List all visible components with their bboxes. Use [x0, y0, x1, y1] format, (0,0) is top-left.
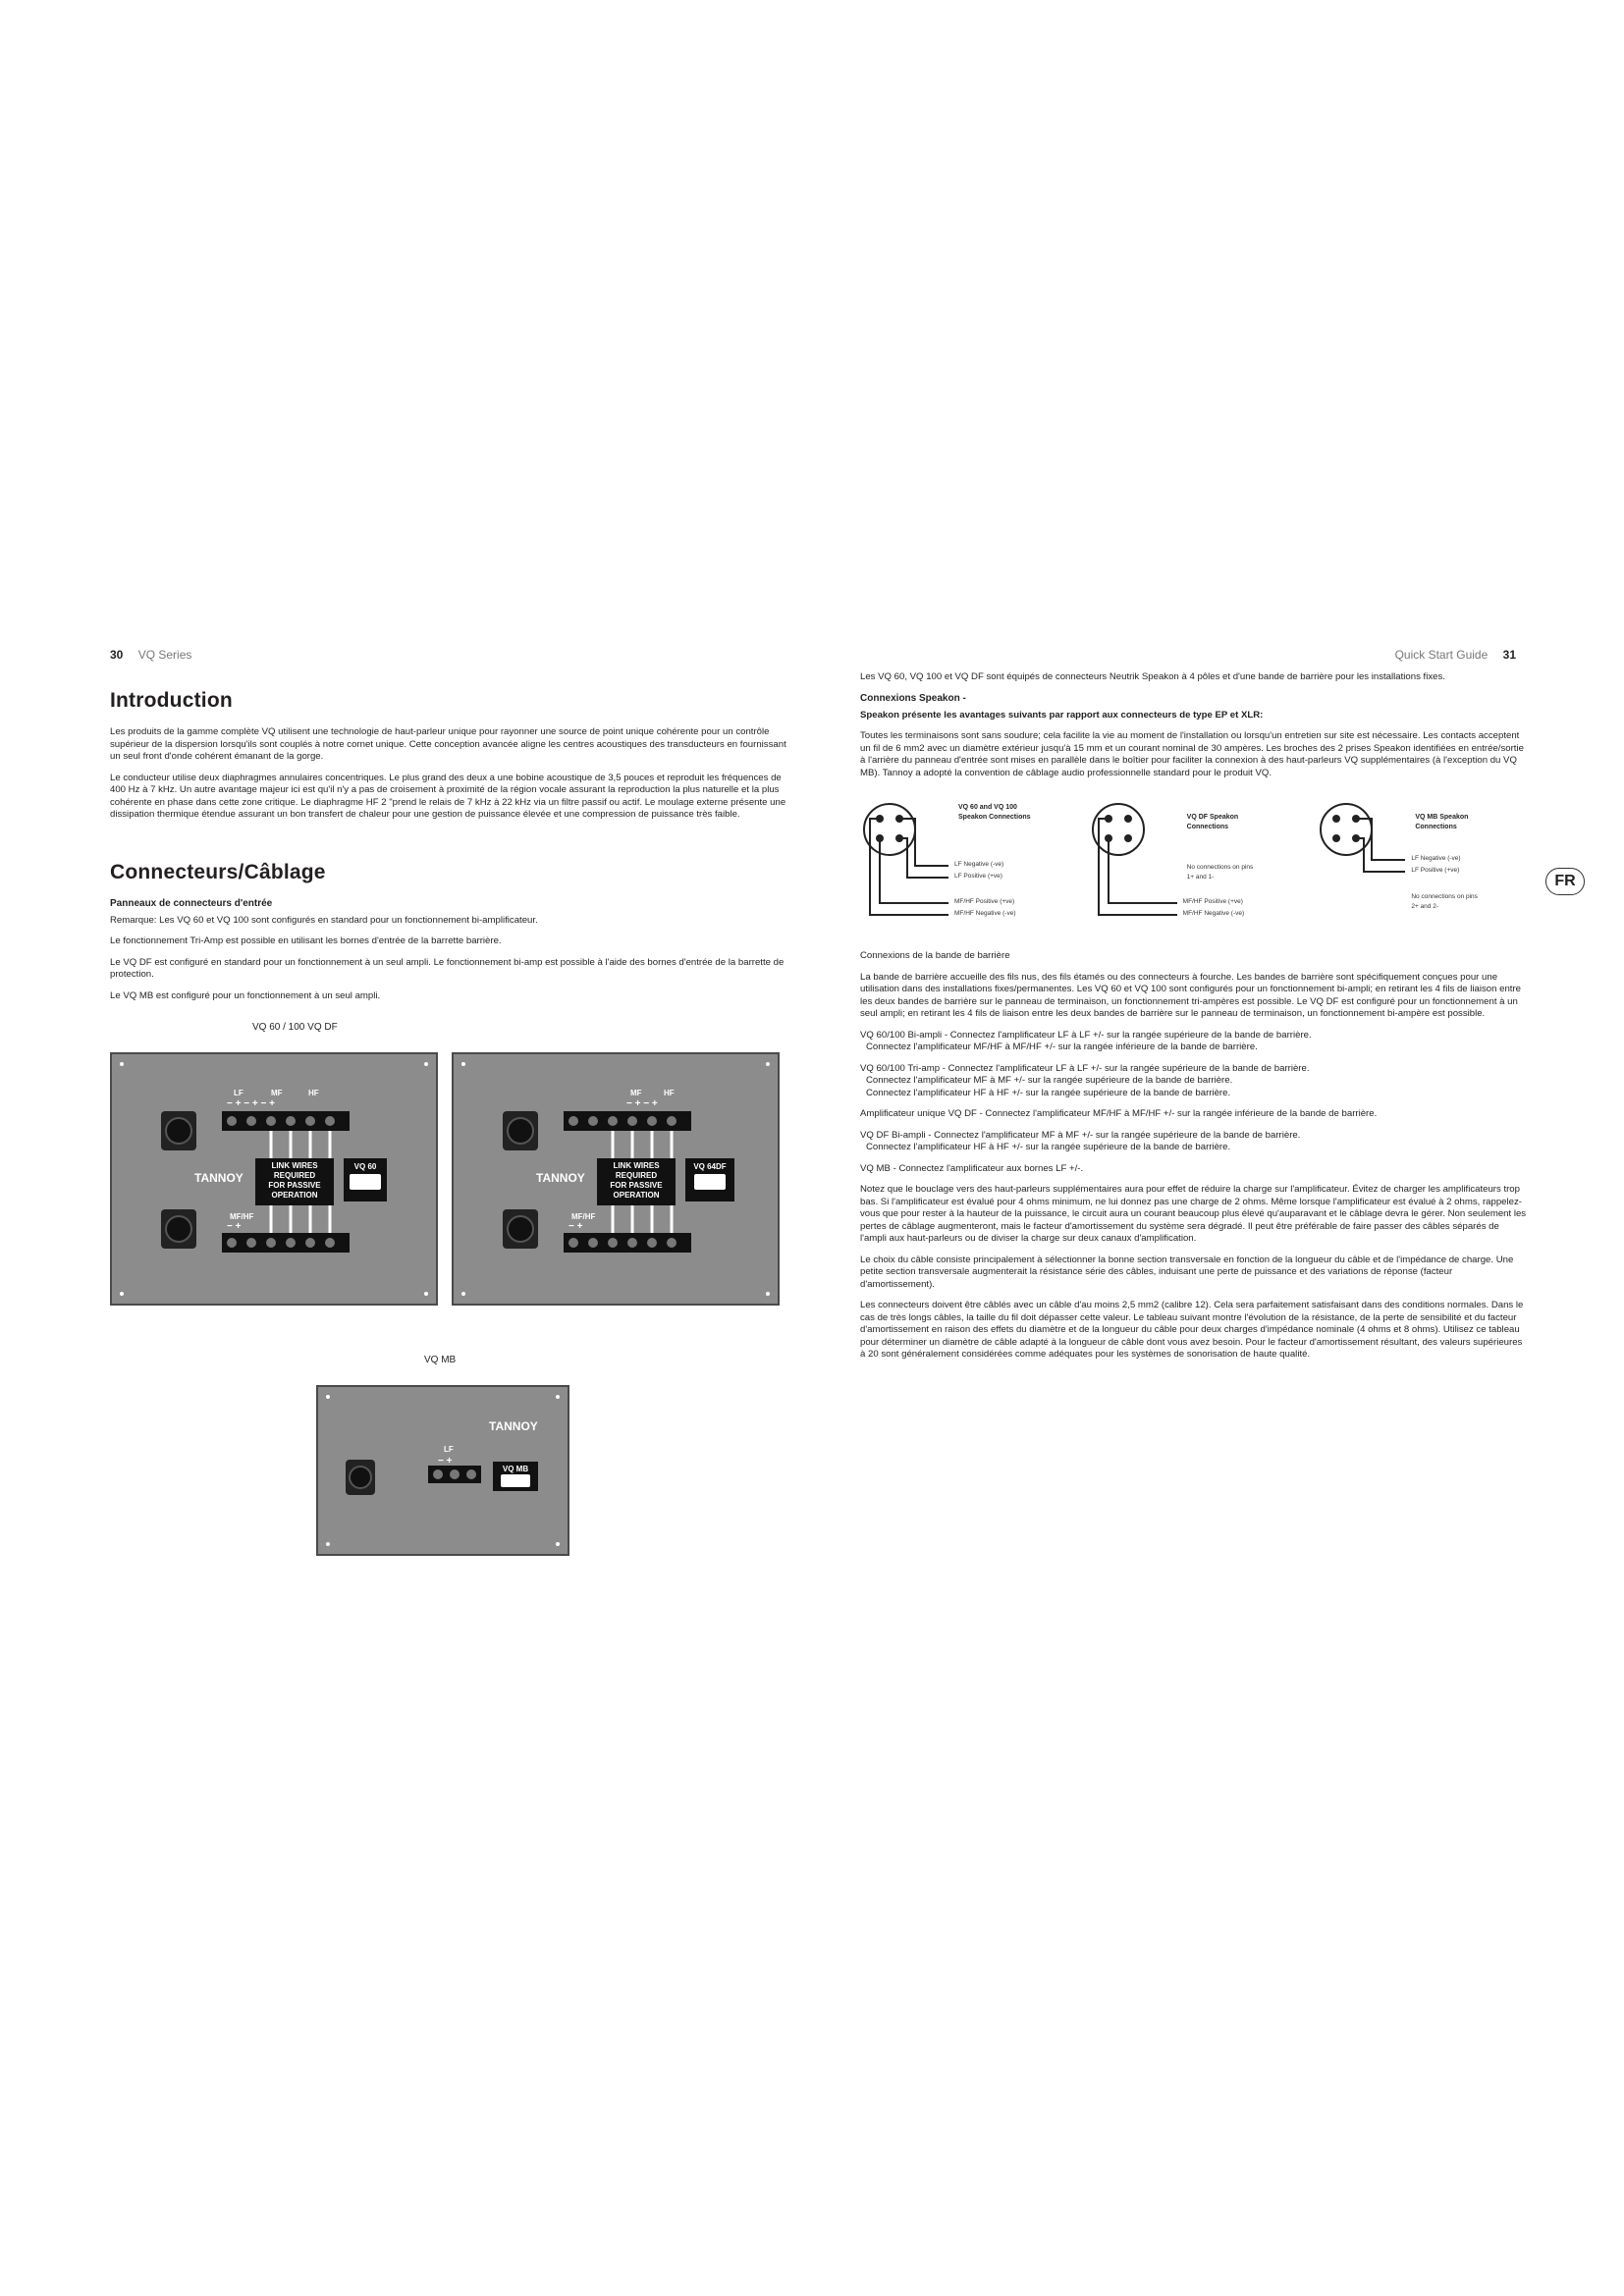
link-text-4: OPERATION — [271, 1191, 318, 1200]
left-header — [110, 648, 787, 671]
link-text-4: OPERATION — [613, 1191, 660, 1200]
mf-label: MF — [630, 1089, 642, 1097]
speakon-input-icon — [346, 1460, 375, 1495]
diag1-title1: VQ 60 and VQ 100 — [958, 804, 1017, 811]
diag2-l4: MF/HF Negative (-ve) — [1182, 910, 1245, 917]
vqmb-text: Le VQ MB est configuré pour un fonctionnement à un seul ampli. — [110, 989, 381, 1001]
speakon-paragraph: Toutes les terminaisons sont sans soudure; cela facilite la vie au moment de l'installation ou lorsqu'un entretien sur site est nécessaire. Les contacts acceptent un fil de 6 mm2 avec un diamètre extérieur jusqu'à 15 mm et un courant nominal de 30 ampères. Les broches des 2 prises Speakon identifiées en entrée/sortie à l'arrière du panneau d'entrée sont mises en parallèle dans le boîtier pour faciliter la connexion à des haut-parleurs VQ supplémentaires (à l'exception du VQ MB). Tannoy a adopté la convention de câblage audio professionnelle standard pour le produit VQ. — [860, 730, 1524, 778]
diag3-l2: LF Positive (+ve) — [1411, 867, 1460, 874]
intro-paragraph-1: Les produits de la gamme complète VQ utilisent une technologie de haut-parleur unique pour rayonner une source de point unique cohérente pour un contrôle supérieur de la dispersion lorsqu'ils sont couplés à notre cornet unique. Cette conception avancée aligne les centres acoustiques des transducteurs en fournissant un seul front d'onde cohérent émanant de la gorge. — [110, 726, 786, 762]
link-text-3: FOR PASSIVE — [268, 1181, 321, 1190]
speakon-output-icon — [503, 1209, 538, 1249]
panel-vqmb — [316, 1385, 569, 1556]
remark-text: Remarque: Les VQ 60 et VQ 100 sont configurés en standard pour un fonctionnement bi-amplificateur. — [110, 914, 538, 926]
diag3-l3: No connections on pins — [1411, 893, 1478, 900]
tannoy-logo: TANNOY — [194, 1171, 244, 1185]
panels-subheading: Panneaux de connecteurs d'entrée — [110, 897, 273, 909]
speakon-heading: Connexions Speakon - — [860, 692, 966, 704]
single-amp-line: Amplificateur unique VQ DF - Connectez l'amplificateur MF/HF à MF/HF +/- sur la rangée inférieure de la bande de barrière. — [860, 1108, 1378, 1119]
right-page-number: 31 — [1502, 648, 1516, 662]
link-text-2: REQUIRED — [615, 1171, 658, 1180]
lf-label: LF — [234, 1089, 244, 1097]
speakon-diagrams — [860, 795, 1528, 923]
diag1-l2: LF Positive (+ve) — [954, 873, 1002, 880]
language-tab-fr: FR — [1545, 868, 1585, 895]
link-text-1: LINK WIRES — [271, 1161, 318, 1170]
panel-vqdf — [452, 1052, 780, 1306]
speakon-input-icon — [161, 1111, 196, 1150]
connectors-heading: Connecteurs/Câblage — [110, 860, 326, 883]
hf-label: HF — [308, 1089, 319, 1097]
diag2-l2: 1+ and 1- — [1186, 874, 1215, 881]
right-page — [860, 648, 1528, 1370]
tannoy-logo: TANNOY — [536, 1171, 585, 1185]
diagram-vqdf — [1089, 795, 1300, 923]
connectors-paragraph: Les connecteurs doivent être câblés avec un câble d'au moins 2,5 mm2 (calibre 12). Cela sera parfaitement satisfaisant dans des conditions normales. Dans le cas de très longs câbles, la taille du fil doit dépasser cette valeur. Le tableau suivant montre l'évolution de la résistance, de la perte de sensibilité et du facteur d'amortissement en raison des effets du diamètre et de la longueur du câble pour deux charges d'impédance nominale (4 ohms et 8 ohms). Utilisez ce tableau pour déterminer un diamètre de câble adapté à la longueur de câble dont vous avez besoin. Pour le facteur d'amortissement résultant, des valeurs supérieures à 20 sont généralement considérées comme adéquates pour les systèmes de sonorisation de haute qualité. — [860, 1300, 1524, 1360]
panel-vqmb-drawing — [318, 1387, 568, 1554]
left-page — [110, 648, 787, 1556]
df-biamp-line-1: VQ DF Bi-ampli - Connectez l'amplificateur MF à MF +/- sur la rangée supérieure de la bande de barrière. — [860, 1129, 1301, 1141]
mfhf-polarity-label: − + — [227, 1221, 242, 1232]
mfhf-label: MF/HF — [230, 1212, 254, 1221]
diag1-l4: MF/HF Negative (-ve) — [954, 910, 1016, 917]
link-text-2: REQUIRED — [273, 1171, 316, 1180]
barrier-paragraph: La bande de barrière accueille des fils nus, des fils étamés ou des connecteurs à fourche. Les bandes de barrière sont spécifiquement conçues pour une utilisation dans des installations fixes/permanentes. Les VQ 60 et VQ 100 sont configurés pour un fonctionnement bi-ampli; en retirant les 4 fils de liaison entre les deux bandes de barrière sur le panneau de terminaison, un fonctionnement tri-ampères est possible. Le VQ DF est configuré pour un fonctionnement à un seul ampli; en retirant les 4 fils de liaison entre les deux bandes de barrière sur le panneau de terminaison, un fonctionnement bi-ampère est possible. — [860, 971, 1522, 1019]
diag3-l1: LF Negative (-ve) — [1411, 855, 1461, 862]
diag3-l4: 2+ and 2- — [1411, 903, 1438, 910]
diag2-title1: VQ DF Speakon — [1186, 814, 1239, 821]
diag1-l1: LF Negative (-ve) — [954, 861, 1004, 868]
diag2-title2: Connections — [1186, 824, 1229, 830]
diag2-l1: No connections on pins — [1186, 864, 1254, 871]
panel-vq60-drawing — [112, 1054, 436, 1304]
mfhf-label: MF/HF — [571, 1212, 596, 1221]
mfhf-polarity-label: − + — [568, 1221, 583, 1232]
df-biamp-line-2: Connectez l'amplificateur HF à HF +/- sur la rangée supérieure de la bande de barrière. — [866, 1142, 1231, 1152]
biamp-line-2: Connectez l'amplificateur MF/HF à MF/HF +/- sur la rangée inférieure de la bande de barrière. — [866, 1041, 1258, 1052]
note-paragraph: Notez que le bouclage vers des haut-parleurs supplémentaires aura pour effet de réduire la charge sur l'amplificateur. Évitez de charger les amplificateurs trop bas. Si l'amplificateur est évalué pour 4 ohms minimum, ne lui donnez pas une charge de 2 ohms. Même lorsque l'amplificateur est évalué à 2 ohms, rappelez-vous que pour rester à la hauteur de la puissance, le circuit aura un courant beaucoup plus élevé qu'auparavant et le câblage devra le gérer. Non seulement les pertes de câblage augmenteront, mais le facteur d'amortissement du système sera dégradé. Il peut être préférable de faire passer des câbles séparés de l'ampli aux haut-parleurs ou de diviser la charge sur deux canaux d'amplification. — [860, 1184, 1527, 1244]
left-page-number: 30 — [110, 648, 124, 662]
series-name: VQ Series — [137, 648, 192, 662]
panel-row — [110, 1052, 787, 1306]
triamp-line-2: Connectez l'amplificateur MF à MF +/- sur la rangée supérieure de la bande de barrière. — [866, 1075, 1233, 1086]
caption-vq60-vqdf: VQ 60 / 100 VQ DF — [252, 1022, 338, 1033]
speakon-input-icon — [503, 1111, 538, 1150]
mb-line: VQ MB - Connectez l'amplificateur aux bornes LF +/-. — [860, 1162, 1084, 1174]
diag1-l3: MF/HF Positive (+ve) — [954, 898, 1015, 905]
cable-paragraph: Le choix du câble consiste principalement à sélectionner la bonne section transversale en fonction de la longueur du câble et de l'impédance de charge. Une petite section transversale augmenterait la résistance série des câbles, induisant une perte de puissance et des variations de réponse (facteur d'amortissement). — [860, 1254, 1514, 1290]
triamp-line-1: VQ 60/100 Tri-amp - Connectez l'amplificateur LF à LF +/- sur la rangée supérieure de la bande de barrière. — [860, 1062, 1310, 1074]
barrier-heading: Connexions de la bande de barrière — [860, 950, 1010, 961]
lf-polarity-label: − + − + − + — [227, 1098, 275, 1109]
mb-lf-text: LF — [444, 1445, 454, 1454]
guide-title: Quick Start Guide — [1394, 648, 1489, 662]
triamp-text: Le fonctionnement Tri-Amp est possible en utilisant les bornes d'entrée de la barrette barrière. — [110, 935, 502, 946]
diag3-title2: Connections — [1415, 824, 1457, 830]
link-text-3: FOR PASSIVE — [610, 1181, 663, 1190]
panel-vq60 — [110, 1052, 438, 1306]
panel-vqdf-drawing — [454, 1054, 778, 1304]
mf-label: MF — [271, 1089, 283, 1097]
speakon-advantages: Speakon présente les avantages suivants par rapport aux connecteurs de type EP et XLR: — [860, 709, 1264, 721]
triamp-line-3: Connectez l'amplificateur HF à HF +/- sur la rangée supérieure de la bande de barrière. — [866, 1087, 1231, 1098]
intro-paragraph-2: Le conducteur utilise deux diaphragmes annulaires concentriques. Le plus grand des deux a une bobine acoustique de 3,5 pouces et reproduit les fréquences de 400 Hz à 7 kHz. Un autre avantage majeur ici est qu'il n'y a pas de croisement à proximité de la région vocale assurant la reproduction la plus naturelle et la plus cohérente en phase dans cette zone critique. Le diaphragme HF 2 "prend le relais de 7 kHz à 22 kHz via un filtre passif ou actif. Le moulage externe présente une dissipation thermique étendue assurant un bon transfert de chaleur pour une gestion de puissance élevée et une compression de puissance très faible. — [110, 772, 786, 820]
speakon-intro: Les VQ 60, VQ 100 et VQ DF sont équipés de connecteurs Neutrik Speakon à 4 pôles et d'une bande de barrière pour les installations fixes. — [860, 671, 1445, 682]
vqmb-badge: VQ MB — [502, 1465, 529, 1473]
vq60-badge: VQ 60 — [353, 1162, 377, 1171]
vqdf-text: Le VQ DF est configuré en standard pour un fonctionnement à un seul ampli. Le fonctionnement bi-amp est possible à l'aide des bornes d'entrée de la barrette de protection. — [110, 956, 785, 980]
diag3-title1: VQ MB Speakon — [1415, 814, 1469, 821]
mb-lf-polarity: − + — [438, 1456, 453, 1467]
diagram-vqmb — [1317, 795, 1528, 923]
mfhf-polarity-top: − + − + — [626, 1098, 658, 1109]
link-text-1: LINK WIRES — [613, 1161, 660, 1170]
intro-heading: Introduction — [110, 689, 233, 712]
diag1-title2: Speakon Connections — [958, 814, 1031, 821]
biamp-line-1: VQ 60/100 Bi-ampli - Connectez l'amplificateur LF à LF +/- sur la rangée supérieure de la bande de barrière. — [860, 1029, 1312, 1041]
tannoy-logo: TANNOY — [489, 1419, 538, 1433]
diagram-vq60-vq100 — [860, 795, 1071, 923]
caption-vqmb: VQ MB — [424, 1355, 457, 1365]
speakon-output-icon — [161, 1209, 196, 1249]
right-header — [860, 648, 1528, 671]
diag2-l3: MF/HF Positive (+ve) — [1182, 898, 1243, 905]
hf-label: HF — [664, 1089, 675, 1097]
vqdf-badge: VQ 64DF — [693, 1162, 727, 1171]
